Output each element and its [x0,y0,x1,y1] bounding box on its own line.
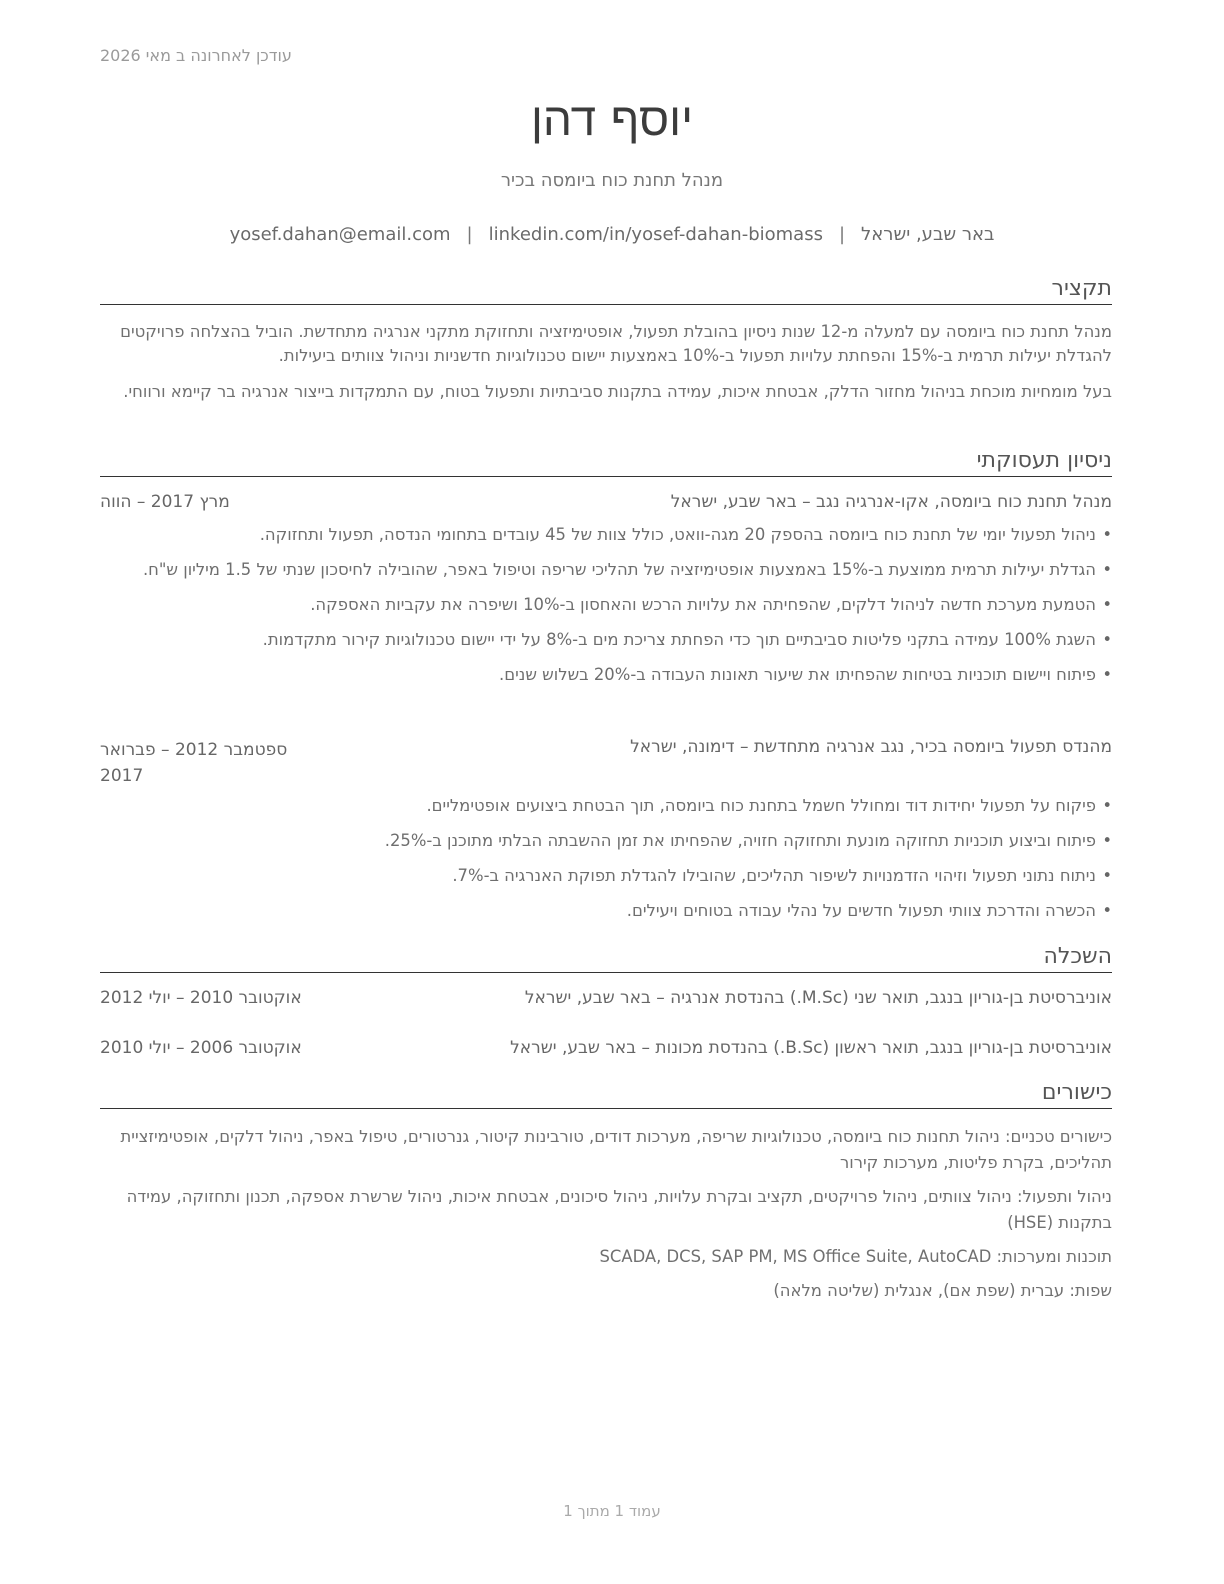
list-item: • ניתוח נתוני תפעול וזיהוי הזדמנויות לשיפור תהליכים, שהובילו להגדלת תפוקת האנרגיה ב-7%. [100,864,1112,888]
list-item: • השגת 100% עמידה בתקני פליטות סביבתיים תוך כדי הפחתת צריכת מים ב-8% על ידי יישום טכנולוגיות קירור מתקדמות. [100,628,1112,652]
list-item: • פיתוח וביצוע תוכניות תחזוקה מונעת ותחזוקה חזויה, שהפחיתו את זמן ההשבתה הבלתי מתוכנן ב-25%. [100,829,1112,853]
separator: | [466,224,473,245]
experience-heading: ניסיון תעסוקתי [100,448,1112,477]
job-dates: ספטמבר 2012 – פברואר 2017 [100,740,288,786]
job-bullets [100,794,1112,934]
skills-software: תוכנות ומערכות: SCADA, DCS, SAP PM, MS Office Suite, AutoCAD [599,1247,1112,1266]
education-heading: השכלה [100,944,1112,973]
skills-heading: כישורים [100,1080,1112,1109]
list-item: • הגדלת יעילות תרמית ממוצעת ב-15% באמצעות אופטימיזציה של תהליכי שריפה וטיפול באפר, שהובילה לחיסכון שנתי של 1.5 מיליון ש"ח. [100,558,1112,582]
degree: אוניברסיטת בן-גוריון בנגב, תואר ראשון (B.Sc.) בהנדסת מכונות – באר שבע, ישראל [510,1038,1112,1058]
job-title: מנהל תחנת כוח ביומסה בכיר [500,170,724,191]
list-item: • הכשרה והדרכת צוותי תפעול חדשים על נהלי עבודה בטוחים ויעילים. [100,899,1112,923]
list-item: • פיתוח ויישום תוכניות בטיחות שהפחיתו את שיעור תאונות העבודה ב-20% בשלוש שנים. [100,663,1112,687]
degree: אוניברסיטת בן-גוריון בנגב, תואר שני (M.Sc.) בהנדסת אנרגיה – באר שבע, ישראל [524,988,1112,1008]
job-role: מהנדס תפעול ביומסה בכיר, נגב אנרגיה מתחדשת – דימונה, ישראל [630,737,1112,757]
contact-line [0,224,1224,245]
job-bullets [100,523,1112,698]
separator: | [838,224,846,245]
linkedin-link[interactable]: linkedin.com/in/yosef-dahan-biomass [488,224,823,245]
skills-management: ניהול ותפעול: ניהול צוותים, ניהול פרויקטים, תקציב ובקרת עלויות, ניהול סיכונים, אבטחת איכות, ניהול שרשרת אספקה, תכנון ותחזוקה, עמידה בתקנות (HSE) [126,1187,1112,1232]
summary-heading: תקציר [100,276,1112,305]
job-role: מנהל תחנת כוח ביומסה, אקו-אנרגיה נגב – באר שבע, ישראל [670,492,1112,512]
last-updated: עודכן לאחרונה ב מאי 2026 [100,46,292,65]
skills-languages: שפות: עברית (שפת אם), אנגלית (שליטה מלאה) [773,1281,1112,1300]
summary-paragraph-1: מנהל תחנת כוח ביומסה עם למעלה מ-12 שנות ניסיון בהובלת תפעול, אופטימיזציה ותחזוקת מתקני אנרגיה מתחדשת. הוביל בהצלחה פרויקטים להגדלת יעילות תרמית ב-15% והפחתת עלויות תפעול ב-10% באמצעות יישום טכנולוגיות חדשניות וניהול צוותים ביעילות. [120,322,1112,365]
location: באר שבע, ישראל [861,224,995,245]
page-number: עמוד 1 מתוך 1 [563,1502,661,1520]
candidate-name: יוסף דהן [530,92,694,146]
skills-technical: כישורים טכניים: ניהול תחנות כוח ביומסה, טכנולוגיות שריפה, מערכות דודים, טורבינות קיטור, גנרטורים, טיפול באפר, ניהול דלקים, אופטימיזציית תהליכים, בקרת פליטות, מערכות קירור [120,1127,1112,1172]
education-dates: אוקטובר 2006 – יולי 2010 [100,1038,302,1058]
list-item: • הטמעת מערכת חדשה לניהול דלקים, שהפחיתה את עלויות הרכש והאחסון ב-10% ושיפרה את עקביות האספקה. [100,593,1112,617]
list-item: • פיקוח על תפעול יחידות דוד ומחולל חשמל בתחנת כוח ביומסה, תוך הבטחת ביצועים אופטימליים. [100,794,1112,818]
job-dates: מרץ 2017 – הווה [100,492,230,512]
summary-paragraph-2: בעל מומחיות מוכחת בניהול מחזור הדלק, אבטחת איכות, עמידה בתקנות סביבתיות ותפעול בטוח, עם התמקדות בייצור אנרגיה בר קיימא ורווחי. [123,382,1112,401]
list-item: • ניהול תפעול יומי של תחנת כוח ביומסה בהספק 20 מגה-וואט, כולל צוות של 45 עובדים בתחומי הנדסה, תפעול ותחזוקה. [100,523,1112,547]
education-dates: אוקטובר 2010 – יולי 2012 [100,988,302,1008]
email-link[interactable]: yosef.dahan@email.com [229,224,451,245]
